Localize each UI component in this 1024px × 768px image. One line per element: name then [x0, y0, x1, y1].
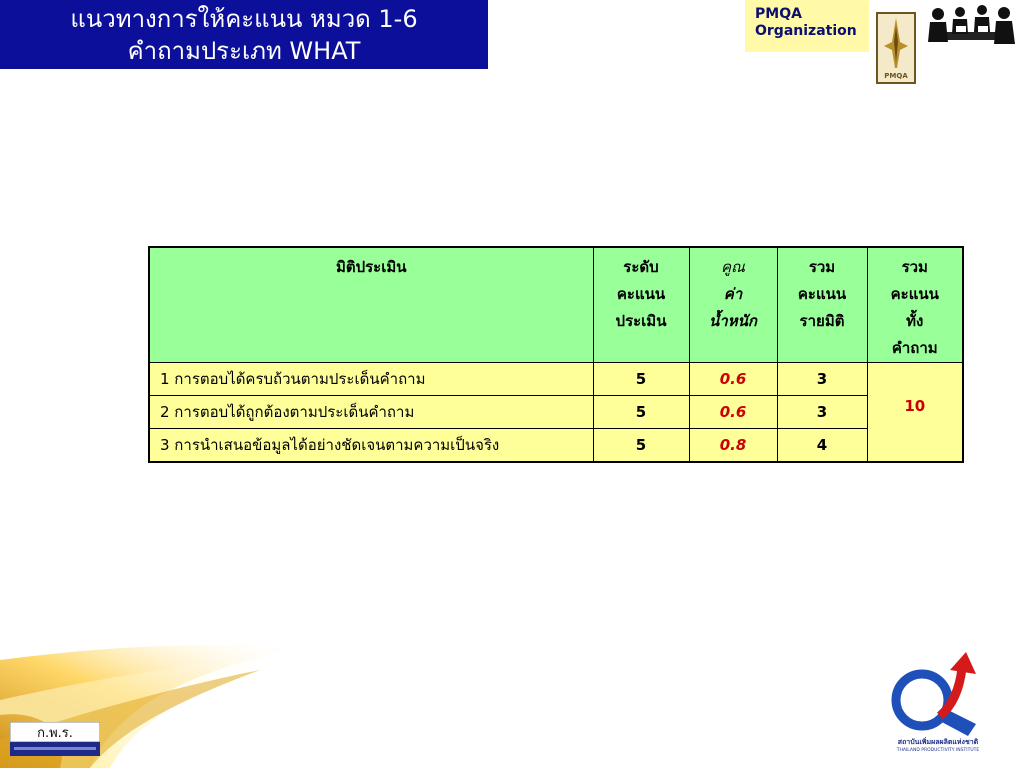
- header-level: [593, 247, 689, 363]
- row-dimension: 3 การนำเสนอข้อมูลได้อย่างชัดเจนตามความเป็นจริง: [149, 429, 593, 462]
- kpr-logo-icon: [10, 722, 100, 756]
- header-grand-total-line: รวม: [901, 258, 928, 276]
- header-grand-total-line: คะแนน: [890, 285, 939, 303]
- table-header-row: [149, 247, 963, 363]
- svg-text:PMQA: PMQA: [884, 72, 908, 80]
- header-weight-line: คูณ: [721, 258, 745, 276]
- row-weight: 0.8: [689, 429, 777, 462]
- svg-text:THAILAND PRODUCTIVITY INSTITUT: THAILAND PRODUCTIVITY INSTITUTE: [896, 748, 980, 752]
- pmqa-organization-label: [745, 0, 869, 52]
- row-dimension: 2 การตอบได้ถูกต้องตามประเด็นคำถาม: [149, 396, 593, 429]
- header-level-line: คะแนน: [616, 285, 666, 303]
- header-dim-total-line: รายมิติ: [799, 312, 845, 330]
- row-dimension: 1 การตอบได้ครบถ้วนตามประเด็นคำถาม: [149, 363, 593, 396]
- row-level: 5: [593, 363, 689, 396]
- slide-title-line2: คำถามประเภท WHAT: [127, 37, 361, 65]
- header-weight-line: ค่า: [723, 285, 743, 303]
- header-weight: [689, 247, 777, 363]
- slide-title-line1: แนวทางการให้คะแนน หมวด 1-6: [70, 5, 418, 33]
- header-dimension-total: [777, 247, 867, 363]
- row-level: 5: [593, 396, 689, 429]
- header-dim-total-line: คะแนน: [797, 285, 847, 303]
- org-line1: PMQA: [755, 6, 802, 22]
- svg-text:ก.พ.ร.: ก.พ.ร.: [37, 726, 73, 741]
- header-level-line: ประเมิน: [615, 312, 667, 330]
- row-weight: 0.6: [689, 396, 777, 429]
- header-dim-total-line: รวม: [808, 258, 836, 276]
- header-dimension: มิติประเมิน: [149, 247, 593, 363]
- grand-total-cell: 10: [867, 363, 963, 462]
- scoring-table: [148, 246, 964, 463]
- header-grand-total-line: คำถาม: [891, 339, 938, 357]
- row-total: 4: [777, 429, 867, 462]
- pmqa-emblem-icon: [876, 12, 916, 84]
- row-weight: 0.6: [689, 363, 777, 396]
- header-grand-total-line: ทั้ง: [906, 312, 924, 330]
- org-line2: Organization: [755, 23, 857, 39]
- business-meeting-clipart-icon: [920, 0, 1024, 56]
- header-grand-total: [867, 247, 963, 363]
- row-total: 3: [777, 363, 867, 396]
- svg-text:สถาบันเพิ่มผลผลิตแห่งชาติ: สถาบันเพิ่มผลผลิตแห่งชาติ: [897, 738, 979, 746]
- tpi-logo-icon: [888, 652, 988, 752]
- row-total: 3: [777, 396, 867, 429]
- table-row: [149, 396, 963, 429]
- table-row: [149, 429, 963, 462]
- header-level-line: ระดับ: [623, 258, 659, 276]
- slide-title-banner: [0, 0, 488, 69]
- header-weight-line: น้ำหนัก: [709, 312, 757, 330]
- table-row: [149, 363, 963, 396]
- row-level: 5: [593, 429, 689, 462]
